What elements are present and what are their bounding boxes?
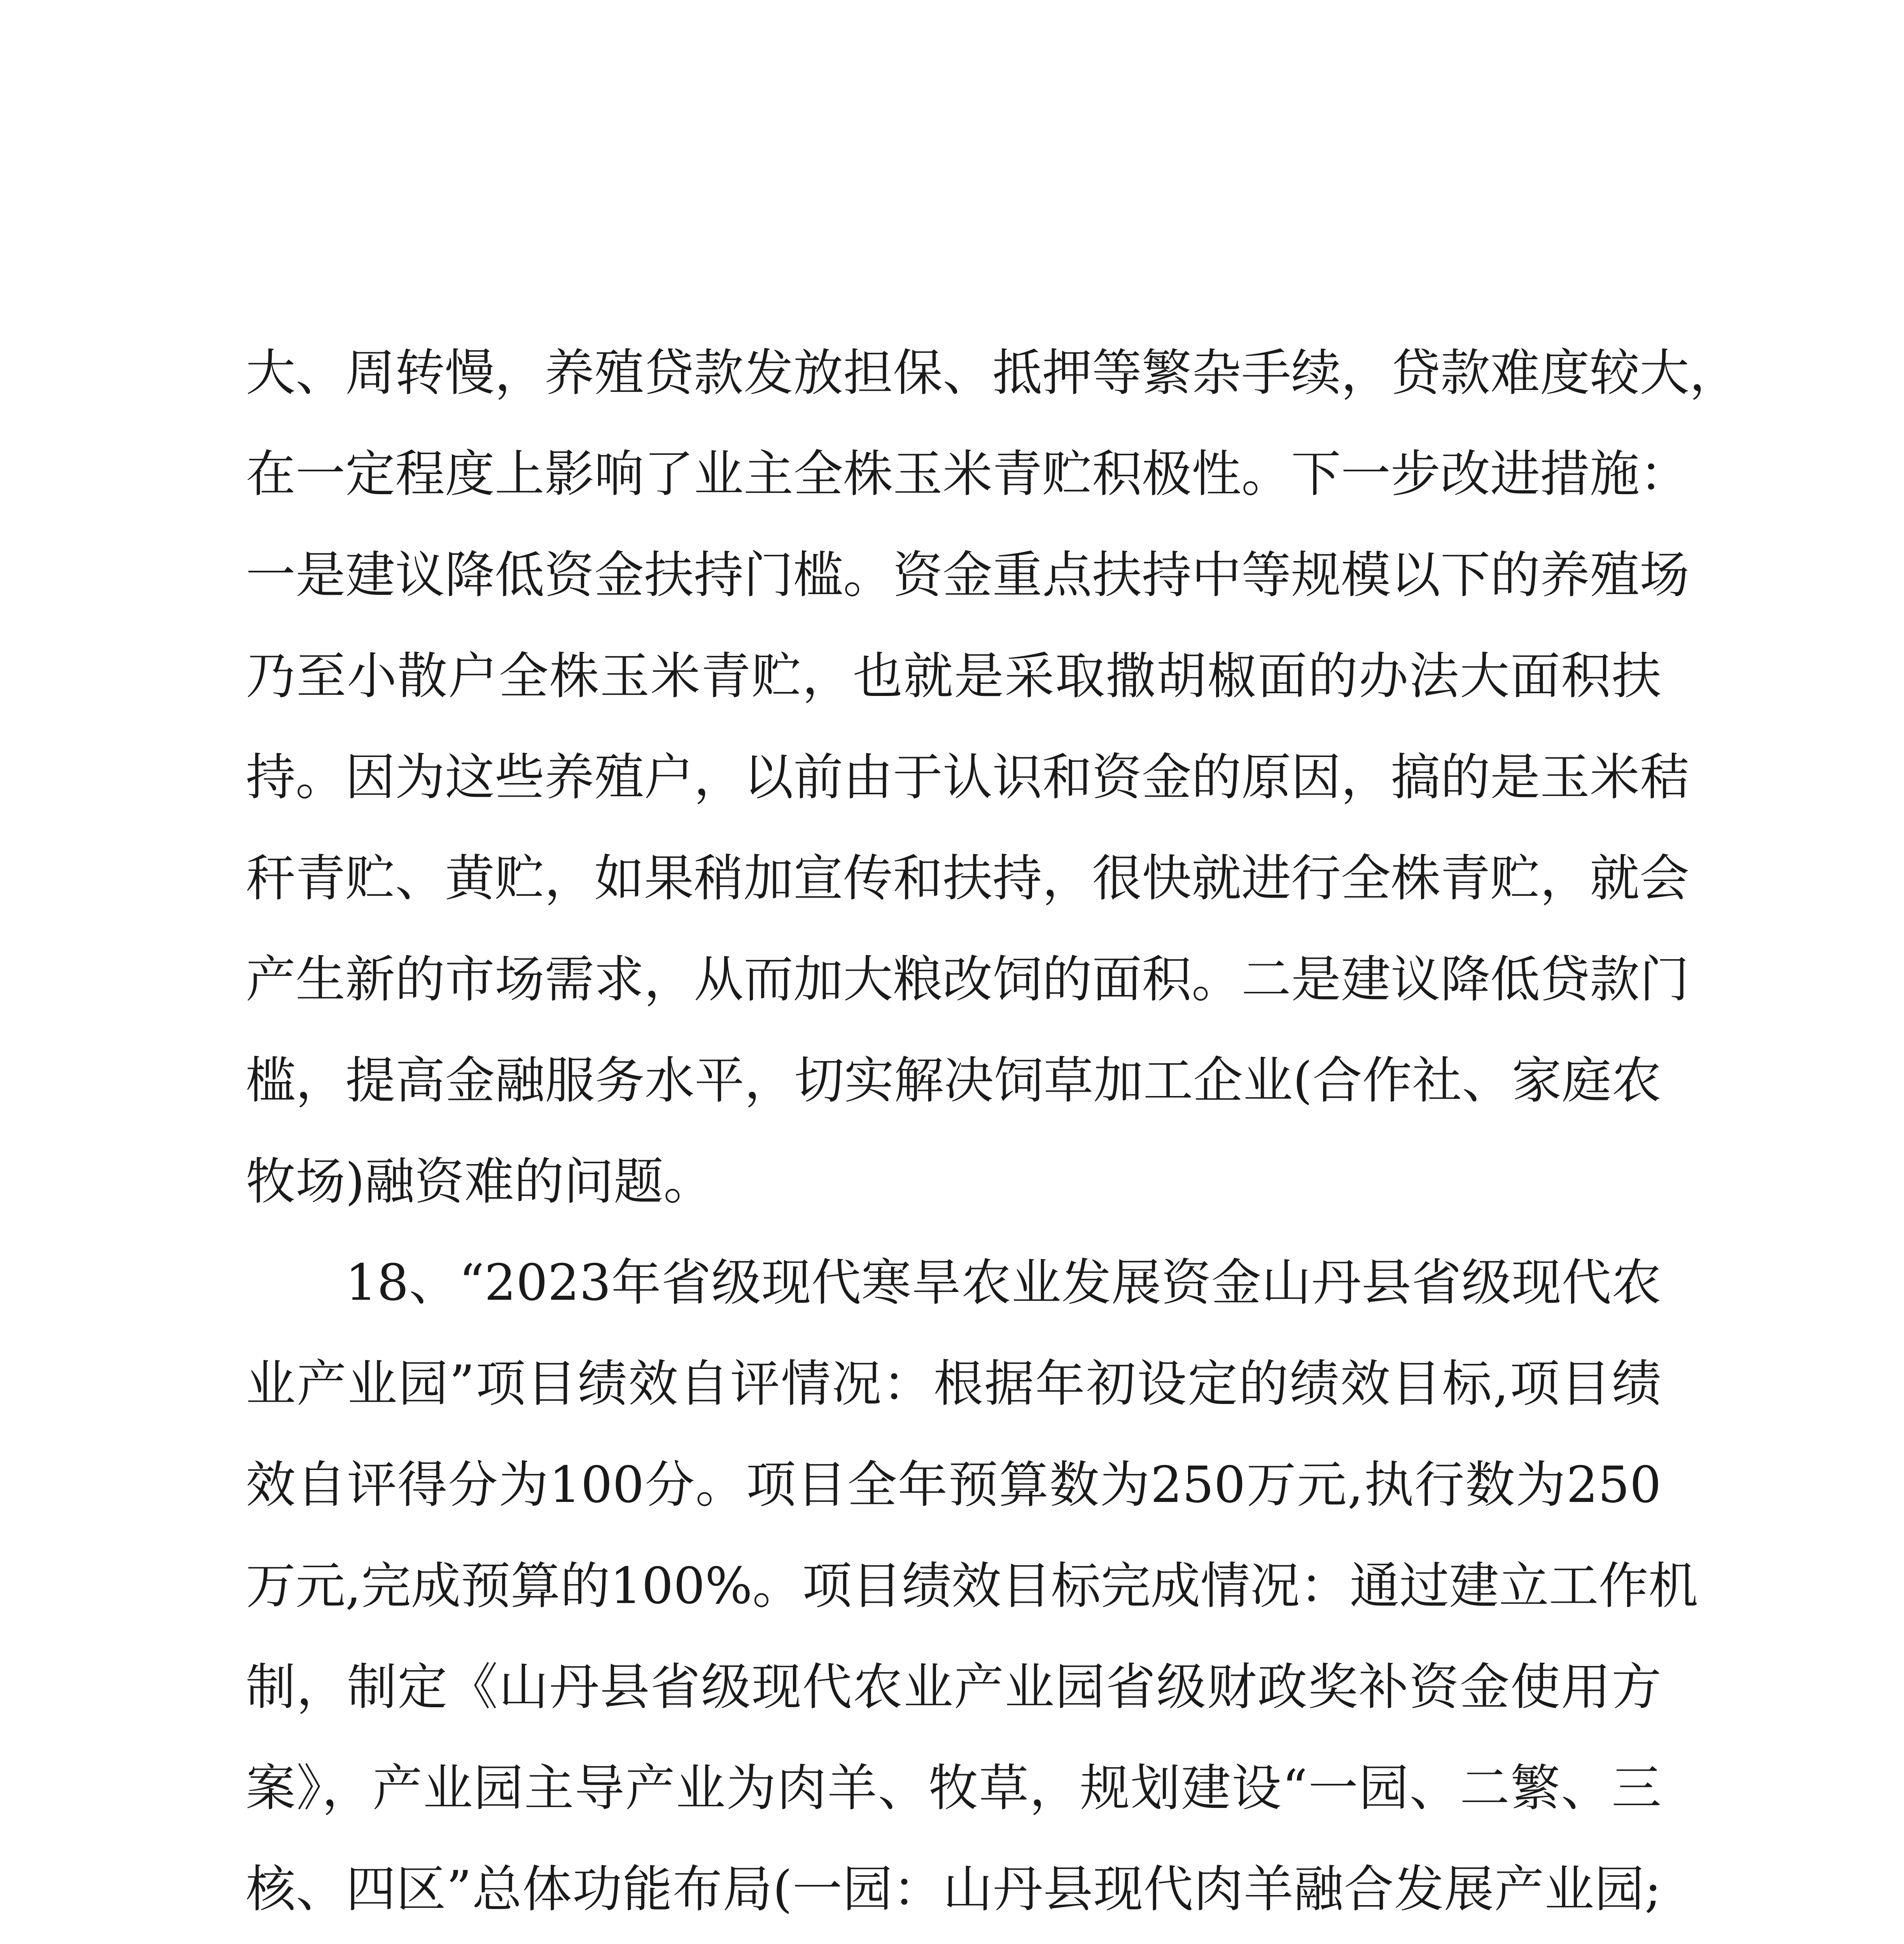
- body-text-line: [246, 1940, 1661, 1944]
- body-text-line: 案》，产业园主导产业为肉羊、牧草，规划建设“一园、二繁、三: [246, 1759, 1661, 1817]
- body-text-line: 乃至小散户全株玉米青贮，也就是采取撒胡椒面的办法大面积扶: [246, 647, 1661, 705]
- paragraph-first-line: 18、“2023年省级现代寒旱农业发展资金山丹县省级现代农: [345, 1254, 1661, 1312]
- body-text-line: 持。因为这些养殖户，以前由于认识和资金的原因，搞的是玉米秸: [246, 748, 1690, 806]
- body-text-line: 秆青贮、黄贮，如果稍加宣传和扶持，很快就进行全株青贮，就会: [246, 850, 1690, 907]
- body-text-line: 牧场)融资难的问题。: [246, 1153, 713, 1211]
- body-text-line: 业产业园”项目绩效自评情况：根据年初设定的绩效目标,项目绩: [246, 1355, 1661, 1413]
- body-text-line: 槛，提高金融服务水平，切实解决饲草加工企业(合作社、家庭农: [246, 1052, 1661, 1110]
- body-text-line: 制，制定《山丹县省级现代农业产业园省级财政奖补资金使用方: [246, 1658, 1661, 1716]
- body-text-line: 在一定程度上影响了业主全株玉米青贮积极性。下一步改进措施：: [246, 445, 1690, 503]
- body-text-line: 核、四区”总体功能布局(一园：山丹县现代肉羊融合发展产业园;: [246, 1860, 1661, 1918]
- body-text-line: 产生新的市场需求，从而加大粮改饲的面积。二是建议降低贷款门: [246, 951, 1690, 1009]
- body-text-line: 万元,完成预算的100%。项目绩效目标完成情况：通过建立工作机: [246, 1557, 1698, 1615]
- body-text-line: 大、周转慢，养殖贷款发放担保、抵押等繁杂手续，贷款难度较大，: [246, 344, 1740, 402]
- body-text-line: 一是建议降低资金扶持门槛。资金重点扶持中等规模以下的养殖场: [246, 546, 1690, 604]
- body-text-line: 效自评得分为100分。项目全年预算数为250万元,执行数为250: [246, 1456, 1661, 1514]
